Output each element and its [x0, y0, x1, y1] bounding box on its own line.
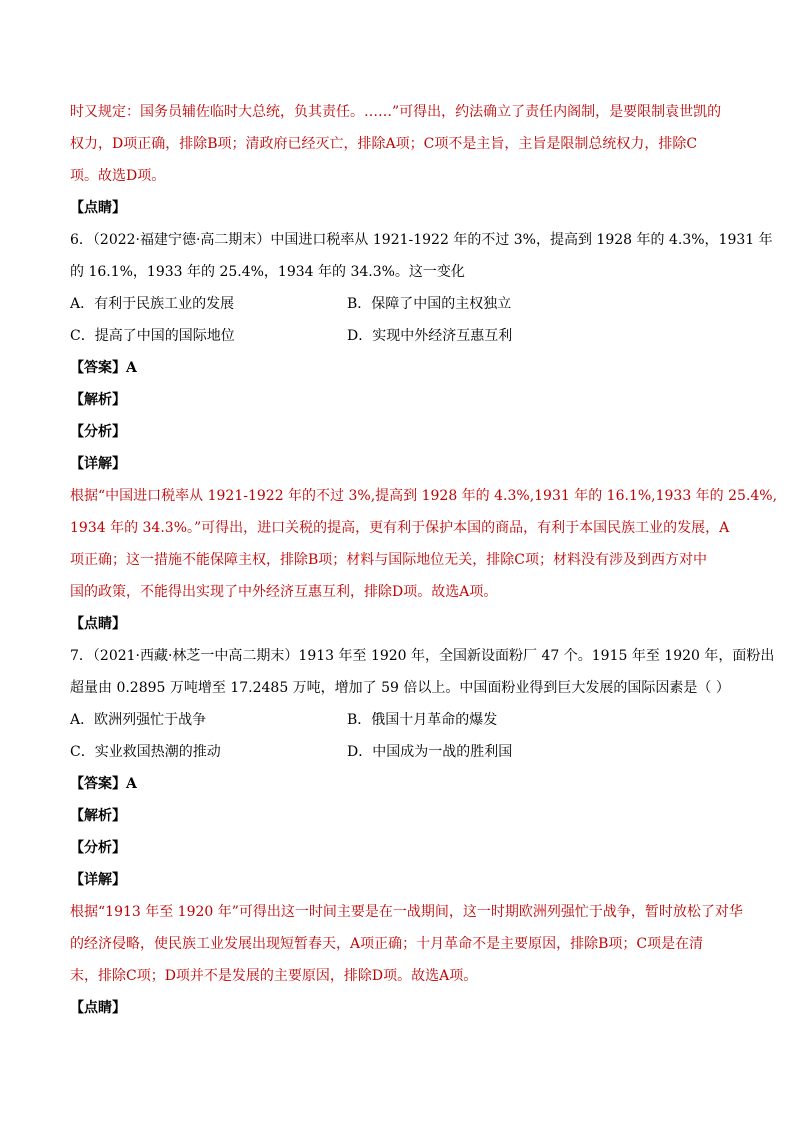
q7-option-b: B．俄国十月革命的爆发 — [347, 712, 498, 728]
q7-explanation-line-2: 的经济侵略，使民族工业发展出现短暂春天，A项正确；十月革命不是主要原因，排除B项；C项是在清 — [70, 936, 704, 952]
q6-option-c: C．提高了中国的国际地位 — [70, 328, 235, 344]
q6-explanation-line-1: 根据“中国进口税率从 1921-1922 年的不过 3%,提高到 1928 年的 4.3%,1931 年的 16.1%,1933 年的 25.4%, — [70, 488, 778, 504]
q6-dianjing-tag: 【点睛】 — [70, 616, 126, 632]
q6-fenxi-tag: 【分析】 — [70, 424, 126, 440]
q7-stem-line-1: 7．（2021·西藏·林芝一中高二期末）1913 年至 1920 年，全国新设面粉厂 47 个。1915 年至 1920 年，面粉出 — [70, 648, 775, 664]
q7-options-row-2 — [70, 736, 725, 768]
q7-explanation-line-1: 根据“1913 年至 1920 年”可得出这一时间主要是在一战期间，这一时期欧洲列强忙于战争，暂时放松了对华 — [70, 904, 743, 920]
q7-stem-line-2: 超量由 0.2895 万吨增至 17.2485 万吨，增加了 59 倍以上。中国面粉业得到巨大发展的国际因素是（ ） — [70, 680, 730, 696]
prev-explanation-line-2: 权力，D项正确，排除B项；清政府已经灭亡，排除A项；C项不是主旨，主旨是限制总统权力，排除C — [70, 136, 698, 152]
q6-options-row-1 — [70, 288, 725, 320]
prev-dianjing-tag: 【点睛】 — [70, 200, 126, 216]
q6-explanation-line-4: 国的政策，不能得出实现了中外经济互惠互利，排除D项。故选A项。 — [70, 584, 498, 600]
q7-fenxi-tag: 【分析】 — [70, 840, 126, 856]
q6-stem-line-1: 6．（2022·福建宁德·高二期末）中国进口税率从 1921-1922 年的不过 3%，提高到 1928 年的 4.3%，1931 年 — [70, 232, 773, 248]
q6-explanation-line-2: 1934 年的 34.3%。”可得出，进口关税的提高，更有利于保护本国的商品，有利于本国民族工业的发展，A — [70, 520, 730, 536]
q6-options-row-2 — [70, 320, 725, 352]
q7-options-row-1 — [70, 704, 725, 736]
q6-stem-line-2: 的 16.1%，1933 年的 25.4%，1934 年的 34.3%。这一变化 — [70, 264, 465, 280]
q7-dianjing-tag: 【点睛】 — [70, 1000, 126, 1016]
q7-xiangjie-tag: 【详解】 — [70, 872, 126, 888]
q6-option-b: B．保障了中国的主权独立 — [347, 296, 512, 312]
q6-answer: 【答案】A — [70, 360, 137, 376]
q7-option-a: A．欧洲列强忙于战争 — [70, 712, 207, 728]
q7-answer: 【答案】A — [70, 776, 137, 792]
q7-explanation-line-3: 末，排除C项；D项并不是发展的主要原因，排除D项。故选A项。 — [70, 968, 478, 984]
q6-explanation-line-3: 项正确；这一措施不能保障主权，排除B项；材料与国际地位无关，排除C项；材料没有涉及到西方对中 — [70, 552, 707, 568]
q6-jiexi-tag: 【解析】 — [70, 392, 126, 408]
q7-option-d: D．中国成为一战的胜利国 — [347, 744, 513, 760]
q7-option-c: C．实业救国热潮的推动 — [70, 744, 221, 760]
prev-explanation-line-3: 项。故选D项。 — [70, 168, 166, 184]
q6-option-a: A．有利于民族工业的发展 — [70, 296, 235, 312]
document-page — [70, 96, 778, 1024]
q7-jiexi-tag: 【解析】 — [70, 808, 126, 824]
prev-explanation-line-1: 时又规定：国务员辅佐临时大总统，负其责任。……”可得出，约法确立了责任内阁制，是要限制袁世凯的 — [70, 104, 722, 120]
q6-xiangjie-tag: 【详解】 — [70, 456, 126, 472]
q6-option-d: D．实现中外经济互惠互利 — [347, 328, 513, 344]
